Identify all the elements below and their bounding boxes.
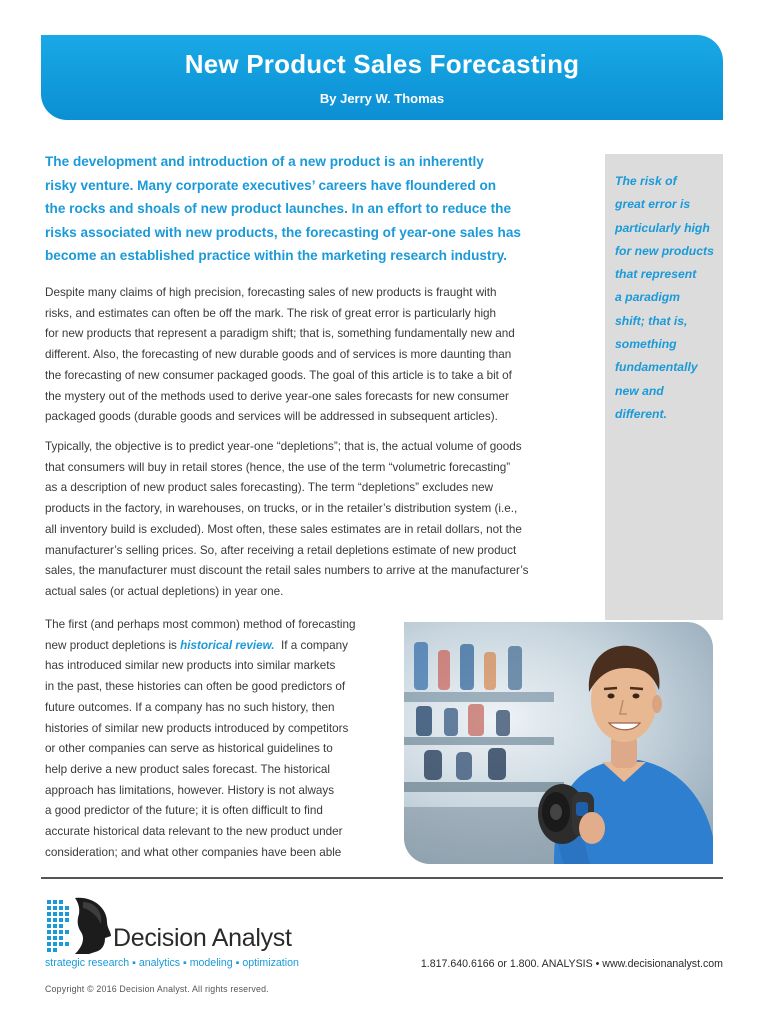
body-paragraph-2 xyxy=(45,437,590,603)
paragraph-line: in the past, these histories can often be good predictors of xyxy=(45,680,346,694)
paragraph-line: actual sales (or actual depletions) in year one. xyxy=(45,584,284,598)
quote-line: The risk of xyxy=(615,174,677,188)
paragraph-line: histories of similar new products introduced by competitors xyxy=(45,721,349,735)
intro-line: become an established practice within the marketing research industry. xyxy=(45,248,508,263)
paragraph-line: different. Also, the forecasting of new durable goods and of services is more daunting than xyxy=(45,348,512,362)
paragraph-text: If a company xyxy=(274,638,348,652)
header-banner xyxy=(41,35,723,120)
paragraph-line: that consumers will buy in retail stores (hence, the use of the term “volumetric forecasting” xyxy=(45,460,511,474)
page-title: New Product Sales Forecasting xyxy=(184,49,580,79)
body-paragraph-1 xyxy=(45,283,590,428)
intro-line: The development and introduction of a new product is an inherently xyxy=(45,154,484,169)
man-holding-power-tool-photo xyxy=(404,622,713,864)
photo-illustration xyxy=(404,622,713,864)
paragraph-line: products in the factory, in warehouses, on trucks, or in the retailer’s distribution system (i.e., xyxy=(45,502,518,516)
quote-line: for new products xyxy=(615,243,714,258)
paragraph-line: as a description of new product sales forecasting). The term “depletions” excludes new xyxy=(45,481,494,495)
paragraph-line: packaged goods (durable goods and services will be addressed in subsequent articles). xyxy=(45,410,498,424)
quote-line: different. xyxy=(615,406,667,421)
paragraph-line: all inventory build is excluded). Most often, these sales estimates are in retail dollars, not the xyxy=(45,522,522,536)
paragraph-line: a good predictor of the future; it is often difficult to find xyxy=(45,804,323,818)
brand-tagline: strategic research ▪ analytics ▪ modeling ▪ optimization xyxy=(45,957,299,969)
paragraph-line: has introduced similar new products into similar markets xyxy=(45,659,336,673)
sidebar-pull-quote xyxy=(605,154,723,620)
paragraph-line: or other companies can serve as historical guidelines to xyxy=(45,742,333,756)
paragraph-line: Typically, the objective is to predict year-one “depletions”; that is, the actual volume of goods xyxy=(45,440,522,453)
paragraph-line: accurate historical data relevant to the new product under xyxy=(45,825,343,839)
quote-line: shift; that is, xyxy=(615,313,688,328)
quote-line: particularly high xyxy=(615,220,710,235)
decision-analyst-logo xyxy=(45,892,315,972)
paragraph-line: sales, the manufacturer must discount the retail sales numbers to arrive at the manufacturer’s xyxy=(45,564,529,578)
historical-review-highlight: historical review. xyxy=(180,638,275,652)
paragraph-line xyxy=(45,636,395,657)
quote-line: a paradigm xyxy=(615,290,681,305)
paragraph-line: The first (and perhaps most common) method of forecasting xyxy=(45,618,356,631)
pull-quote-text xyxy=(615,170,723,426)
quote-line: that represent xyxy=(615,267,697,282)
quote-line: great error is xyxy=(615,197,691,212)
decision-analyst-head-logo-icon xyxy=(45,894,115,956)
paragraph-line: the forecasting of new consumer packaged goods. The goal of this article is to take a bit of xyxy=(45,368,512,382)
contact-info: 1.817.640.6166 or 1.800. ANALYSIS • www.decisionanalyst.com xyxy=(420,958,723,970)
intro-line: the rocks and shoals of new product launches. In an effort to reduce the xyxy=(45,201,512,216)
brand-name: Decision Analyst xyxy=(113,924,292,952)
paragraph-line: help derive a new product sales forecast. The historical xyxy=(45,762,330,776)
copyright-notice: Copyright © 2016 Decision Analyst. All rights reserved. xyxy=(45,984,269,994)
paragraph-line: for new products that represent a paradigm shift; that is, something fundamentally new and xyxy=(45,327,515,341)
paragraph-line: Despite many claims of high precision, forecasting sales of new products is fraught with xyxy=(45,286,497,299)
quote-line: new and xyxy=(615,383,664,398)
intro-line: risky venture. Many corporate executives’ careers have floundered on xyxy=(45,177,497,193)
paragraph-line: risks, and estimates can often be off the mark. The risk of great error is particularly high xyxy=(45,306,497,320)
paragraph-line: the mystery out of the methods used to derive year-one sales forecasts for new consumer xyxy=(45,389,509,403)
author-byline: By Jerry W. Thomas xyxy=(319,91,445,106)
paragraph-line: consideration; and what other companies have been able xyxy=(45,845,342,859)
intro-paragraph xyxy=(45,150,565,268)
paragraph-line: future outcomes. If a company has no such history, then xyxy=(45,700,335,714)
paragraph-text: new product depletions is xyxy=(45,638,181,652)
intro-line: risks associated with new products, the forecasting of year-one sales has xyxy=(45,224,521,240)
footer-divider xyxy=(41,877,723,879)
paragraph-line: manufacturer’s selling prices. So, after receiving a retail depletions estimate of new product xyxy=(45,543,517,557)
body-paragraph-3 xyxy=(45,615,395,863)
paragraph-line: approach has limitations, however. History is not always xyxy=(45,783,335,797)
quote-line: something xyxy=(615,337,677,352)
quote-line: fundamentally xyxy=(615,360,698,375)
